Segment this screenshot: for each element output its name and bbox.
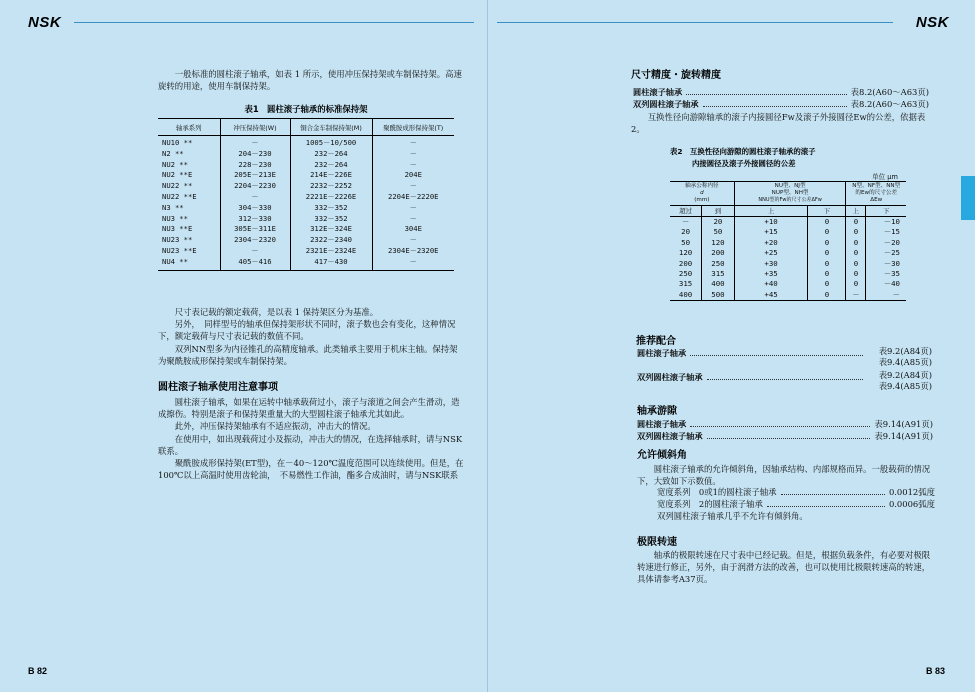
table-row <box>158 170 454 181</box>
cage-table <box>158 118 454 271</box>
col-header-ew <box>846 182 906 206</box>
table-cell: 214E－226E <box>290 170 372 181</box>
accuracy-label-2: 双列圆柱滚子轴承 <box>633 99 699 109</box>
caution-3: 在使用中，如出现载荷过小及振动，冲击大的情况，在选择轴承时，请与NSK联系。 <box>158 433 463 456</box>
table-cell: 0 <box>846 217 866 228</box>
table-row <box>158 149 454 160</box>
fit-ref-2a: 表9.2(A84页) <box>878 370 932 380</box>
table-cell: 232－264 <box>290 149 372 160</box>
table-cell: N3 ** <box>162 202 184 212</box>
table-cell: － <box>372 257 454 270</box>
table-cell: 232－264 <box>290 160 372 171</box>
tilt-heading: 允许倾斜角 <box>637 450 687 461</box>
table-cell: 332－352 <box>290 214 372 225</box>
table-cell: 0 <box>846 227 866 237</box>
col-header-pressed: 冲压保持架(W) <box>220 119 290 136</box>
accuracy-ref-2: 表8.2(A60～A63页) <box>850 99 929 109</box>
table-cell: 2204E－2220E <box>372 192 454 203</box>
table-cell: － <box>220 192 290 203</box>
bore-line-2: d <box>700 190 704 196</box>
table-cell: 315 <box>678 279 693 289</box>
sub-lower-fw: 下 <box>808 206 846 217</box>
fit-ref-2b: 表9.4(A85页) <box>878 381 932 392</box>
col-header-bore <box>670 182 734 206</box>
table-cell: －25 <box>866 248 906 258</box>
table-cell: 250 <box>702 259 735 269</box>
table-row <box>670 259 906 269</box>
table-cell: NU2 ** <box>162 159 188 169</box>
table-cell: － <box>866 290 906 301</box>
table-cell: － <box>220 246 290 257</box>
sub-upper-fw: 上 <box>734 206 808 217</box>
tilt-row-1 <box>657 486 935 498</box>
table-cell: 304－330 <box>220 203 290 214</box>
intro-paragraph <box>158 68 464 92</box>
tilt-label-2: 宽度系列 2的圆柱滚子轴承 <box>657 499 763 509</box>
clearance-row-2 <box>637 430 933 442</box>
tilt-text: 圆柱滚子轴承的允许倾斜角，因轴承结构、内部规格而异。一般载荷的情况下，大致如下示数值。 <box>637 464 931 487</box>
fit-refs-1 <box>868 346 932 369</box>
table-cell: N2 ** <box>162 148 184 158</box>
fit-label-1: 圆柱滚子轴承 <box>637 348 687 358</box>
table-row <box>670 290 906 301</box>
tilt-row-2 <box>657 498 935 510</box>
table-cell: NU10 ** <box>162 138 193 147</box>
leader-dots <box>781 494 885 495</box>
table-cell: － <box>372 203 454 214</box>
table-cell: NU4 ** <box>158 257 220 270</box>
intro-text: 一般标准的圆柱滚子轴承，如表 1 所示，使用冲压保持架或车制保持架。高速旋转的用途，使用车制保持架。 <box>158 69 462 92</box>
sub-to: 到 <box>702 206 735 217</box>
table-row <box>670 217 906 228</box>
speed-paragraph <box>637 549 935 586</box>
page-gutter <box>487 0 488 692</box>
speed-heading: 极限转速 <box>637 537 677 548</box>
note-2: 另外， 同样型号的轴承但保持架形状不同时，滚子数也会有变化，这种情况下，额定载荷与尺寸表记载的数值不同。 <box>158 319 456 342</box>
table-cell: NU3 **E <box>162 224 193 234</box>
speed-text: 轴承的极限转速在尺寸表中已经记载。但是，根据负载条件，有必要对极限转速进行修正，另外，由于润滑方法的改善，也可以使用比极限转速高的转速，具体请参考A37页。 <box>637 550 931 585</box>
table-cell: 2304－2320 <box>220 235 290 246</box>
nsk-logo-right: NSK <box>915 14 949 31</box>
table-cell: 400 <box>702 279 735 289</box>
leader-dots <box>690 426 870 427</box>
accuracy-row-2 <box>633 98 929 110</box>
table-cell: +20 <box>734 238 808 248</box>
leader-dots <box>690 355 863 356</box>
fw-line-2: NUP型、NH型 <box>771 190 809 196</box>
header-rule-right <box>497 22 893 23</box>
table-cell: 0 <box>808 217 846 228</box>
fit-ref-1a: 表9.2(A84页) <box>878 346 932 356</box>
leader-dots <box>707 379 863 380</box>
table-cell: 332－352 <box>290 203 372 214</box>
table-cell: NU2 **E <box>162 170 193 180</box>
table-cell: 0 <box>808 259 846 269</box>
bore-line-1: 轴承公称内径 <box>685 183 719 189</box>
table-cell: 0 <box>808 238 846 248</box>
table-cell: 2232－2252 <box>290 181 372 192</box>
table-row <box>158 214 454 225</box>
table-cell: +25 <box>734 248 808 258</box>
table-row <box>158 203 454 214</box>
table-row <box>670 269 906 279</box>
table-cell: － <box>372 160 454 171</box>
table-cell: 204－230 <box>220 149 290 160</box>
table-cell: 0 <box>808 290 846 301</box>
fw-line-3: NNU型的Fw的尺寸公差ΔFw <box>758 197 822 203</box>
table-cell: +15 <box>734 227 808 237</box>
table-cell: 200 <box>702 248 735 258</box>
table-cell: 0 <box>846 269 866 279</box>
leader-dots <box>686 94 846 95</box>
table-cell: －10 <box>866 217 906 228</box>
table-cell: － <box>372 136 454 149</box>
caution-heading: 圆柱滚子轴承使用注意事项 <box>158 382 278 393</box>
table-cell: 1005－10/500 <box>290 136 372 149</box>
accuracy-note <box>631 111 931 135</box>
table-cell: 2321E－2324E <box>290 246 372 257</box>
fw-line-1: NU型、NJ型 <box>774 183 806 189</box>
table-cell: －40 <box>866 279 906 289</box>
table-cell: － <box>220 136 290 149</box>
table-cell: － <box>372 235 454 246</box>
clearance-ref-1: 表9.14(A91页) <box>874 419 933 429</box>
col-header-series: 轴承系列 <box>158 119 220 136</box>
table-row <box>158 192 454 203</box>
caution-1: 圆柱滚子轴承，如果在运转中轴承载荷过小，滚子与滚道之间会产生滑动，造成擦伤。特别是滚子和保持架重量大的大型圆柱滚子轴承尤其如此。 <box>158 397 460 420</box>
table-row <box>158 257 454 270</box>
table-cell: 0 <box>808 279 846 289</box>
table-row <box>670 227 906 237</box>
table-cell: 120 <box>678 248 693 258</box>
table-row <box>670 238 906 248</box>
table-cell: 228－230 <box>220 160 290 171</box>
table2-title-1: 表2 互换性径向游隙的圆柱滚子轴承的滚子 <box>670 147 816 156</box>
page-number-left: B 82 <box>28 666 48 676</box>
table-cell: NU22 **E <box>162 191 197 201</box>
accuracy-label-1: 圆柱滚子轴承 <box>633 87 683 97</box>
table-row <box>158 160 454 171</box>
table-row <box>670 248 906 258</box>
table-cell: 2221E－2226E <box>290 192 372 203</box>
table-cell: 0 <box>846 279 866 289</box>
table-cell: 0 <box>808 227 846 237</box>
nsk-logo-left: NSK <box>28 14 62 31</box>
tolerance-table <box>670 181 906 301</box>
clearance-label-1: 圆柱滚子轴承 <box>637 419 687 429</box>
sub-lower-ew: 下 <box>866 206 906 217</box>
table2-title-2: 内接圆径及滚子外接圆径的公差 <box>692 159 796 168</box>
tolerance-subheader <box>670 206 906 217</box>
clearance-label-2: 双列圆柱滚子轴承 <box>637 431 703 441</box>
table-row <box>158 136 454 149</box>
table-cell: － <box>372 181 454 192</box>
table-cell: 0 <box>846 238 866 248</box>
table-cell: 2304E－2320E <box>372 246 454 257</box>
col-header-polyamide: 聚酰胺成形保持架(T) <box>372 119 454 136</box>
table-cell: 312E－324E <box>290 224 372 235</box>
table-cell: 400 <box>670 290 702 301</box>
table-cell: NU23 **E <box>162 245 197 255</box>
table2-unit: 单位 μm <box>872 173 898 181</box>
leader-dots <box>767 506 885 507</box>
table-cell: － <box>372 214 454 225</box>
col-header-fw <box>734 182 846 206</box>
fit-heading: 推荐配合 <box>636 336 676 347</box>
table-row <box>670 279 906 289</box>
table-row <box>158 235 454 246</box>
table-cell: 20 <box>681 227 691 237</box>
table-cell: 0 <box>808 248 846 258</box>
sub-upper-ew: 上 <box>846 206 866 217</box>
table-cell: 0 <box>846 248 866 258</box>
table-cell: NU3 ** <box>162 213 188 223</box>
table1-title: 表1 圆柱滚子轴承的标准保持架 <box>244 104 368 114</box>
page-number-right: B 83 <box>925 666 945 676</box>
table-cell: －15 <box>866 227 906 237</box>
table-cell: +10 <box>734 217 808 228</box>
table-cell: －20 <box>866 238 906 248</box>
table-cell: 304E <box>372 224 454 235</box>
table-cell: － <box>846 290 866 301</box>
tilt-label-1: 宽度系列 0或1的圆柱滚子轴承 <box>657 487 777 497</box>
notes-paragraph <box>158 306 464 367</box>
table-cell: 312－330 <box>220 214 290 225</box>
accuracy-heading: 尺寸精度・旋转精度 <box>631 70 721 81</box>
tilt-ref-1: 0.0012弧度 <box>888 487 935 497</box>
table-cell: 405－416 <box>220 257 290 270</box>
fit-ref-1b: 表9.4(A85页) <box>878 357 932 368</box>
table-cell: NU23 ** <box>162 235 193 245</box>
table-cell: －35 <box>866 269 906 279</box>
clearance-ref-2: 表9.14(A91页) <box>874 431 933 441</box>
table-cell: NU22 ** <box>162 181 193 191</box>
table-cell: 200 <box>678 258 693 268</box>
fit-refs-2 <box>868 370 932 393</box>
fit-row-2 <box>637 371 867 383</box>
table-cell: 120 <box>702 238 735 248</box>
leader-dots <box>707 438 871 439</box>
col-header-machined: 铜合金车制保持架(M) <box>290 119 372 136</box>
section-tab-marker <box>961 176 975 220</box>
caution-2: 此外，冲压保持架轴承有不适应振动，冲击大的情况。 <box>174 421 376 432</box>
header-rule-left <box>74 22 474 23</box>
sub-over: 超过 <box>670 206 702 217</box>
tolerance-table-header <box>670 182 906 206</box>
ew-line-3: ΔEw <box>870 197 883 203</box>
tilt-ref-2: 0.0006弧度 <box>888 499 935 509</box>
caution-paragraph <box>158 396 464 481</box>
ew-line-2: 的Ew的尺寸公差 <box>855 190 898 196</box>
tilt-note <box>657 510 935 522</box>
table-cell: 500 <box>702 290 735 301</box>
fit-label-2: 双列圆柱滚子轴承 <box>637 372 703 382</box>
table-cell: 0 <box>808 269 846 279</box>
table-row <box>158 224 454 235</box>
leader-dots <box>703 106 847 107</box>
table-cell: 315 <box>702 269 735 279</box>
accuracy-ref-1: 表8.2(A60～A63页) <box>850 87 929 97</box>
table-cell: 2204－2230 <box>220 181 290 192</box>
table-cell: 417－430 <box>290 257 372 270</box>
table-cell: 0 <box>846 259 866 269</box>
clearance-row-1 <box>637 418 933 430</box>
table-cell: 204E <box>372 170 454 181</box>
cage-table-header <box>158 119 454 136</box>
note-1: 尺寸表记载的额定载荷，是以表 1 保持架区分为基准。 <box>174 307 379 317</box>
table-row <box>158 246 454 257</box>
table-cell: 305E－311E <box>220 224 290 235</box>
table-cell: 250 <box>678 269 693 279</box>
table-cell: +40 <box>734 279 808 289</box>
bore-line-3: (mm) <box>694 197 710 203</box>
accuracy-row-1 <box>633 86 929 98</box>
table-cell: +45 <box>734 290 808 301</box>
clearance-heading: 轴承游隙 <box>637 406 677 417</box>
accuracy-note-text: 互换性径向游隙轴承的滚子内接圆径Fw及滚子外接圆径Ew的公差，依据表2。 <box>631 112 926 135</box>
table-cell: － <box>372 149 454 160</box>
ew-line-1: N型、NF型、NN型 <box>852 183 901 189</box>
table-cell: 205E－213E <box>220 170 290 181</box>
fit-row-1 <box>637 347 867 359</box>
table-cell: 2322－2340 <box>290 235 372 246</box>
note-3: 双列NN型多为内径锥孔的高精度轴承。此类轴承主要用于机床主轴。保持架为聚酰胺成形保持架或车制保持架。 <box>158 343 458 366</box>
caution-4: 聚酰胺成形保持架(ET型)，在－40～120℃温度范围可以连续使用。但是，在100℃以上高温时使用齿轮油， 不易燃性工作油，酯多合成油时，请与NSK联系 <box>158 458 464 481</box>
table-cell: 50 <box>702 227 735 237</box>
table-cell: +30 <box>734 259 808 269</box>
table-cell: +35 <box>734 269 808 279</box>
table-cell: － <box>681 217 690 226</box>
tilt-paragraph <box>637 463 935 487</box>
table-cell: －30 <box>866 259 906 269</box>
table-row <box>158 181 454 192</box>
table-cell: 50 <box>681 237 691 247</box>
tilt-note-text: 双列圆柱滚子轴承几乎不允许有倾斜角。 <box>657 511 808 521</box>
table-cell: 20 <box>702 217 735 228</box>
